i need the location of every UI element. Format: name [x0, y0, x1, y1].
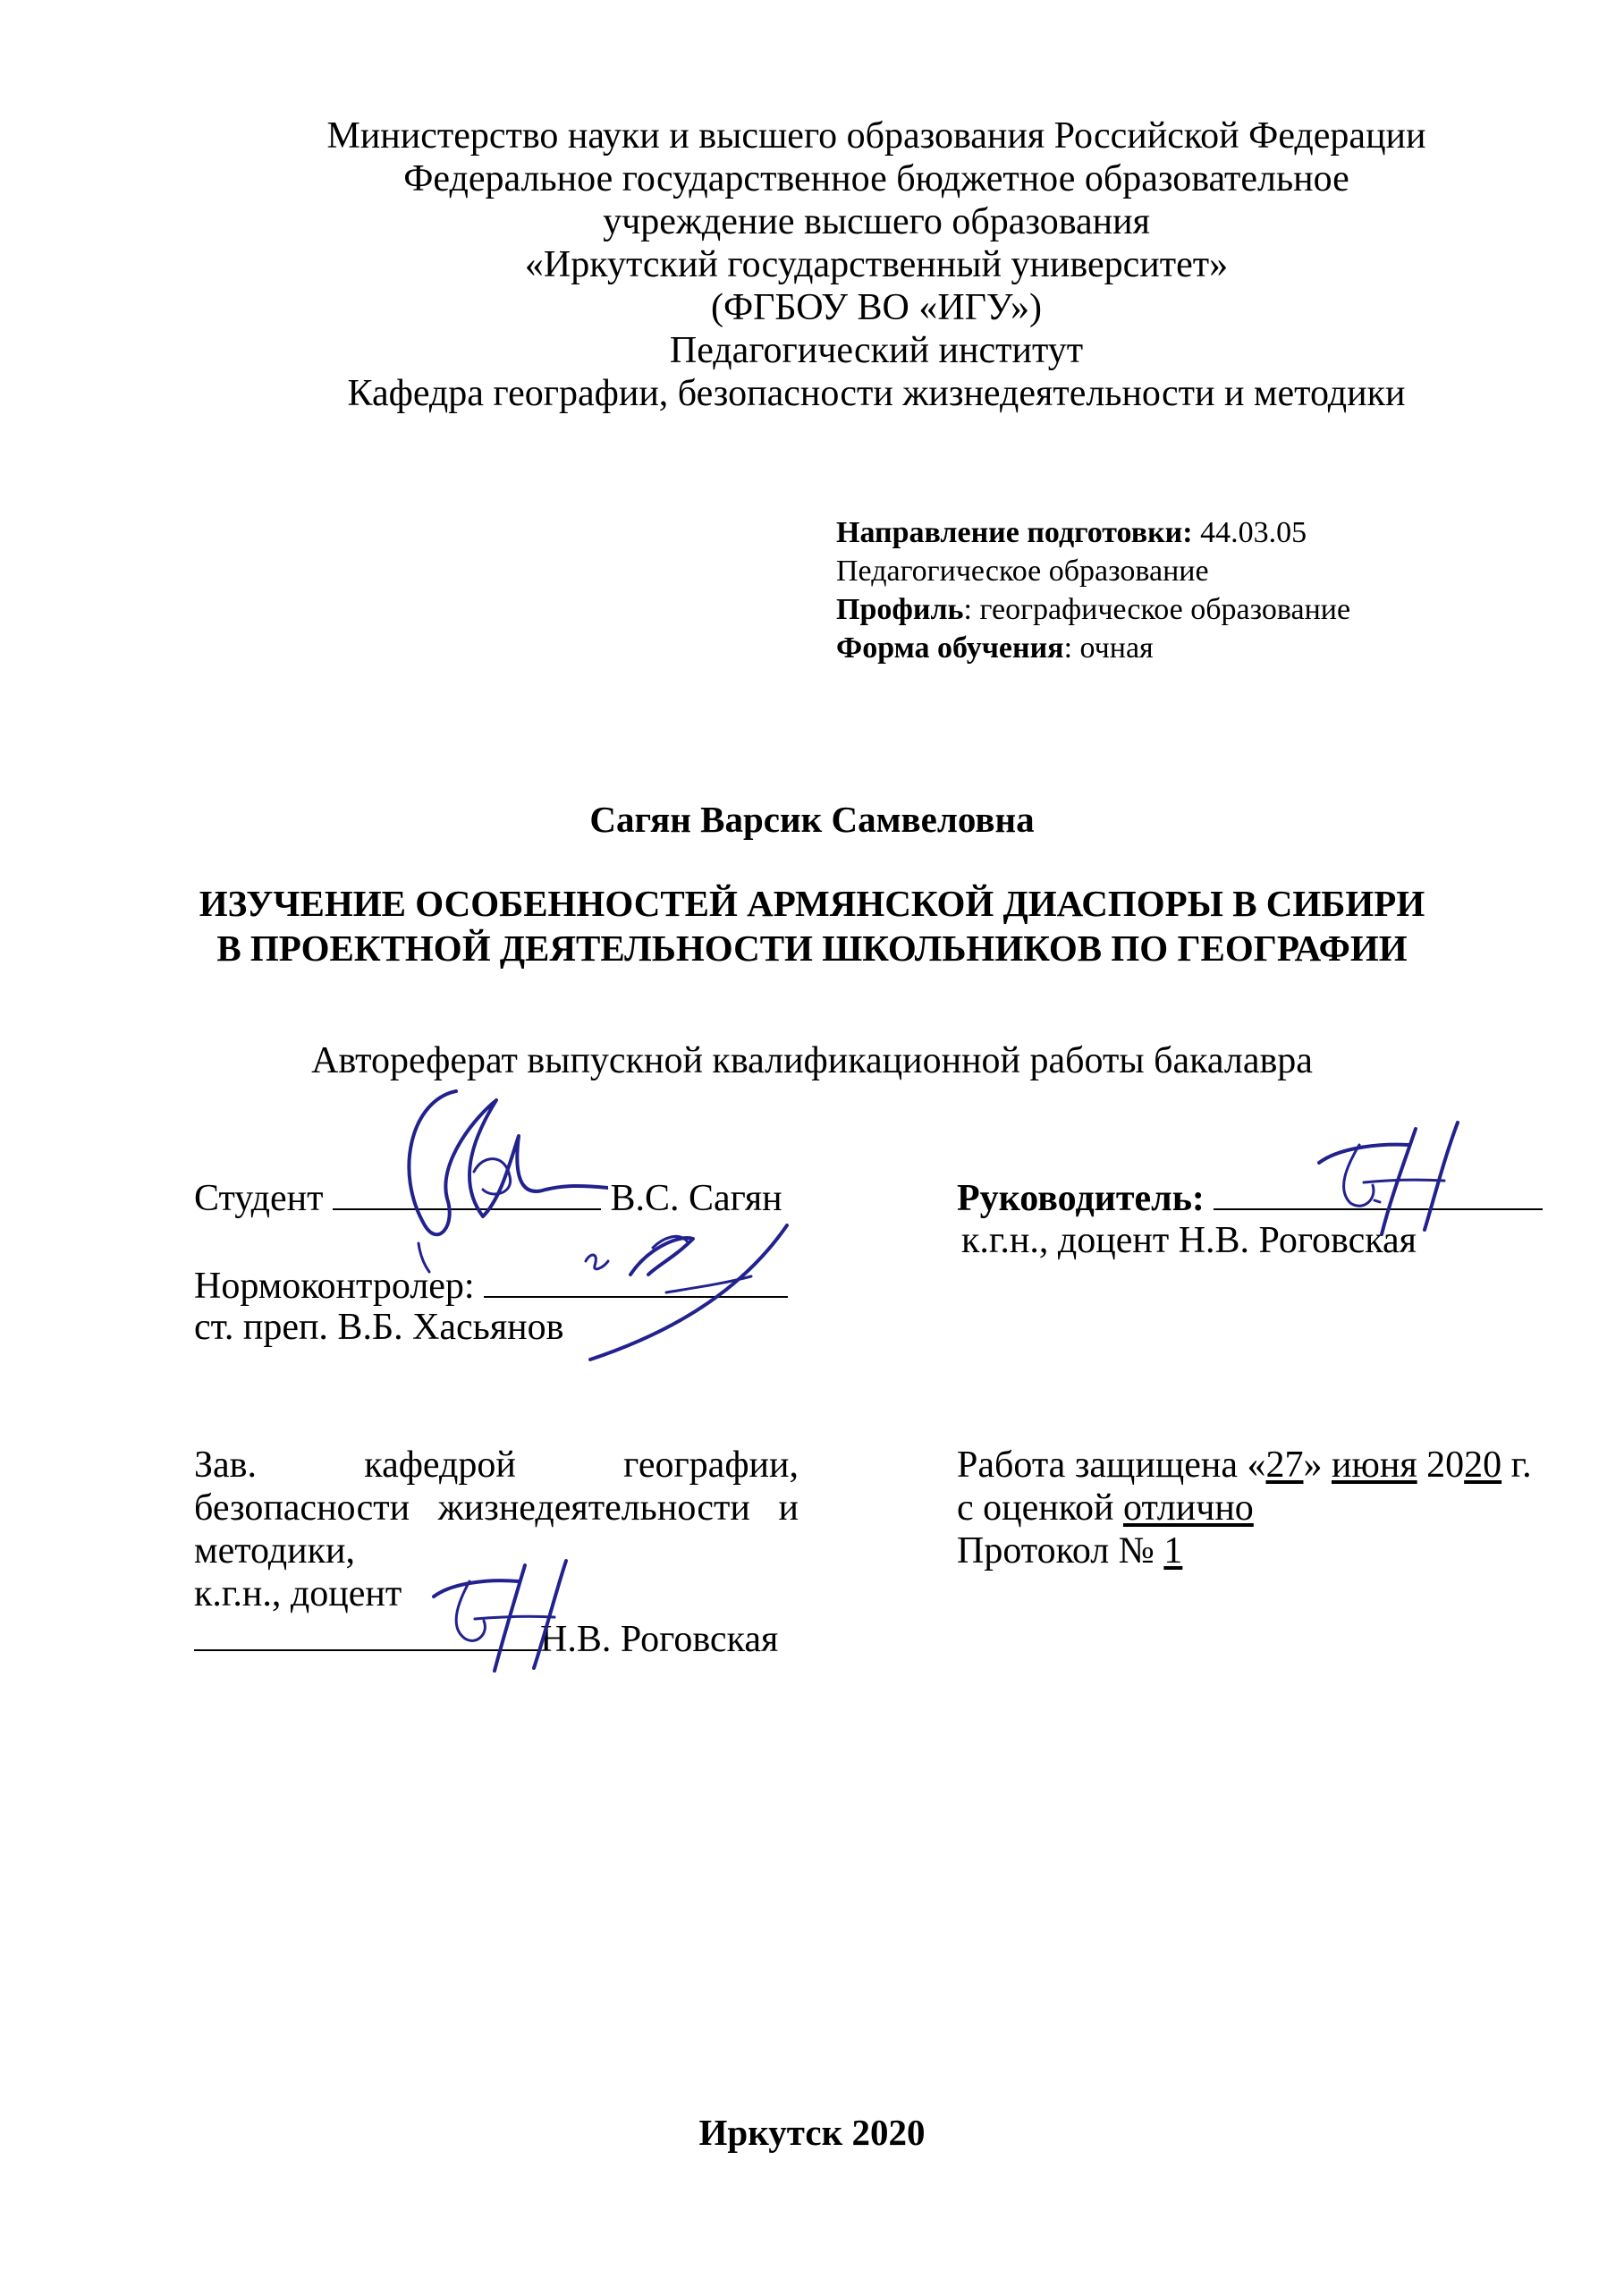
normcontrol-row [194, 1262, 788, 1308]
supervisor-signature-line [1214, 1174, 1543, 1210]
defense-year-suffix: 20 [1464, 1445, 1502, 1486]
defense-year-prefix: 20 [1417, 1445, 1465, 1486]
head-line2: безопасности жизнедеятельности и [194, 1487, 799, 1529]
head-line1 [194, 1444, 799, 1487]
normcontrol-label: Нормоконтролер: [194, 1265, 485, 1307]
direction-line [836, 513, 1350, 552]
supervisor-label: Руководитель: [957, 1177, 1214, 1219]
header-line: Кафедра географии, безопасности жизнедеятельности и методики [347, 373, 1406, 414]
study-meta [836, 513, 1350, 667]
student-row [194, 1174, 782, 1220]
direction-value-line2: Педагогическое образование [836, 555, 1209, 588]
direction-label: Направление подготовки: [836, 516, 1193, 549]
student-name: В.С. Сагян [600, 1177, 782, 1219]
direction-value: 44.03.05 [1192, 516, 1307, 549]
form-label: Форма обучения [836, 631, 1064, 665]
document-subtitle: Автореферат выпускной квалификационной работы бакалавра [311, 1040, 1313, 1081]
head-line3: методики, [194, 1530, 356, 1572]
defense-grade-line [957, 1487, 1532, 1529]
grade-value: отлично [1123, 1487, 1254, 1529]
head-signature-row [194, 1615, 799, 1661]
header-line: (ФГБОУ ВО «ИГУ») [710, 287, 1043, 328]
institution-header [179, 114, 1574, 415]
form-value: : очная [1063, 631, 1154, 665]
author-name: Сагян Варсик Самвеловна [589, 799, 1035, 840]
profile-value: : географическое образование [963, 593, 1351, 626]
header-line: «Иркутский государственный университет» [524, 244, 1229, 285]
protocol-number: 1 [1163, 1530, 1183, 1572]
supervisor-title: к.г.н., доцент Н.В. Роговская [961, 1220, 1417, 1261]
student-label: Студент [194, 1177, 333, 1219]
head-name: Н.В. Роговская [540, 1618, 779, 1660]
head-word: Зав. [194, 1445, 258, 1486]
header-line: Федеральное государственное бюджетное образовательное [403, 158, 1349, 199]
defense-month: июня [1331, 1445, 1417, 1486]
defense-info [957, 1444, 1532, 1572]
profile-line [836, 590, 1350, 629]
defense-prefix: Работа защищена « [957, 1445, 1266, 1486]
defense-date-line [957, 1444, 1532, 1487]
defense-day: 27 [1265, 1445, 1304, 1486]
head-signature-line [194, 1615, 540, 1651]
title-line: В ПРОЕКТНОЙ ДЕЯТЕЛЬНОСТИ ШКОЛЬНИКОВ ПО ГЕОГРАФИИ [216, 928, 1408, 969]
grade-label: с оценкой [957, 1487, 1123, 1529]
head-word: кафедрой [364, 1445, 516, 1486]
head-row [194, 1444, 799, 1661]
defense-year-end: г. [1501, 1445, 1532, 1486]
profile-label: Профиль [836, 593, 964, 626]
normcontrol-name: ст. преп. В.Б. Хасьянов [194, 1307, 564, 1348]
student-signature-line [333, 1174, 601, 1210]
city-year: Иркутск 2020 [698, 2112, 926, 2153]
head-line4: к.г.н., доцент [194, 1573, 402, 1614]
protocol-label: Протокол № [957, 1530, 1164, 1572]
defense-mid: » [1303, 1445, 1332, 1486]
thesis-title [0, 881, 1624, 970]
header-line: Педагогический институт [669, 330, 1084, 371]
normcontrol-signature-line [484, 1262, 788, 1298]
form-line [836, 629, 1350, 667]
supervisor-row [957, 1174, 1543, 1220]
student-signature-icon [340, 1064, 608, 1279]
header-line: учреждение высшего образования [603, 201, 1150, 242]
head-word: географии, [623, 1445, 799, 1486]
title-line: ИЗУЧЕНИЕ ОСОБЕННОСТЕЙ АРМЯНСКОЙ ДИАСПОРЫ В СИБИРИ [199, 883, 1425, 924]
defense-protocol-line [957, 1529, 1532, 1572]
header-line: Министерство науки и высшего образования Российской Федерации [326, 115, 1426, 157]
